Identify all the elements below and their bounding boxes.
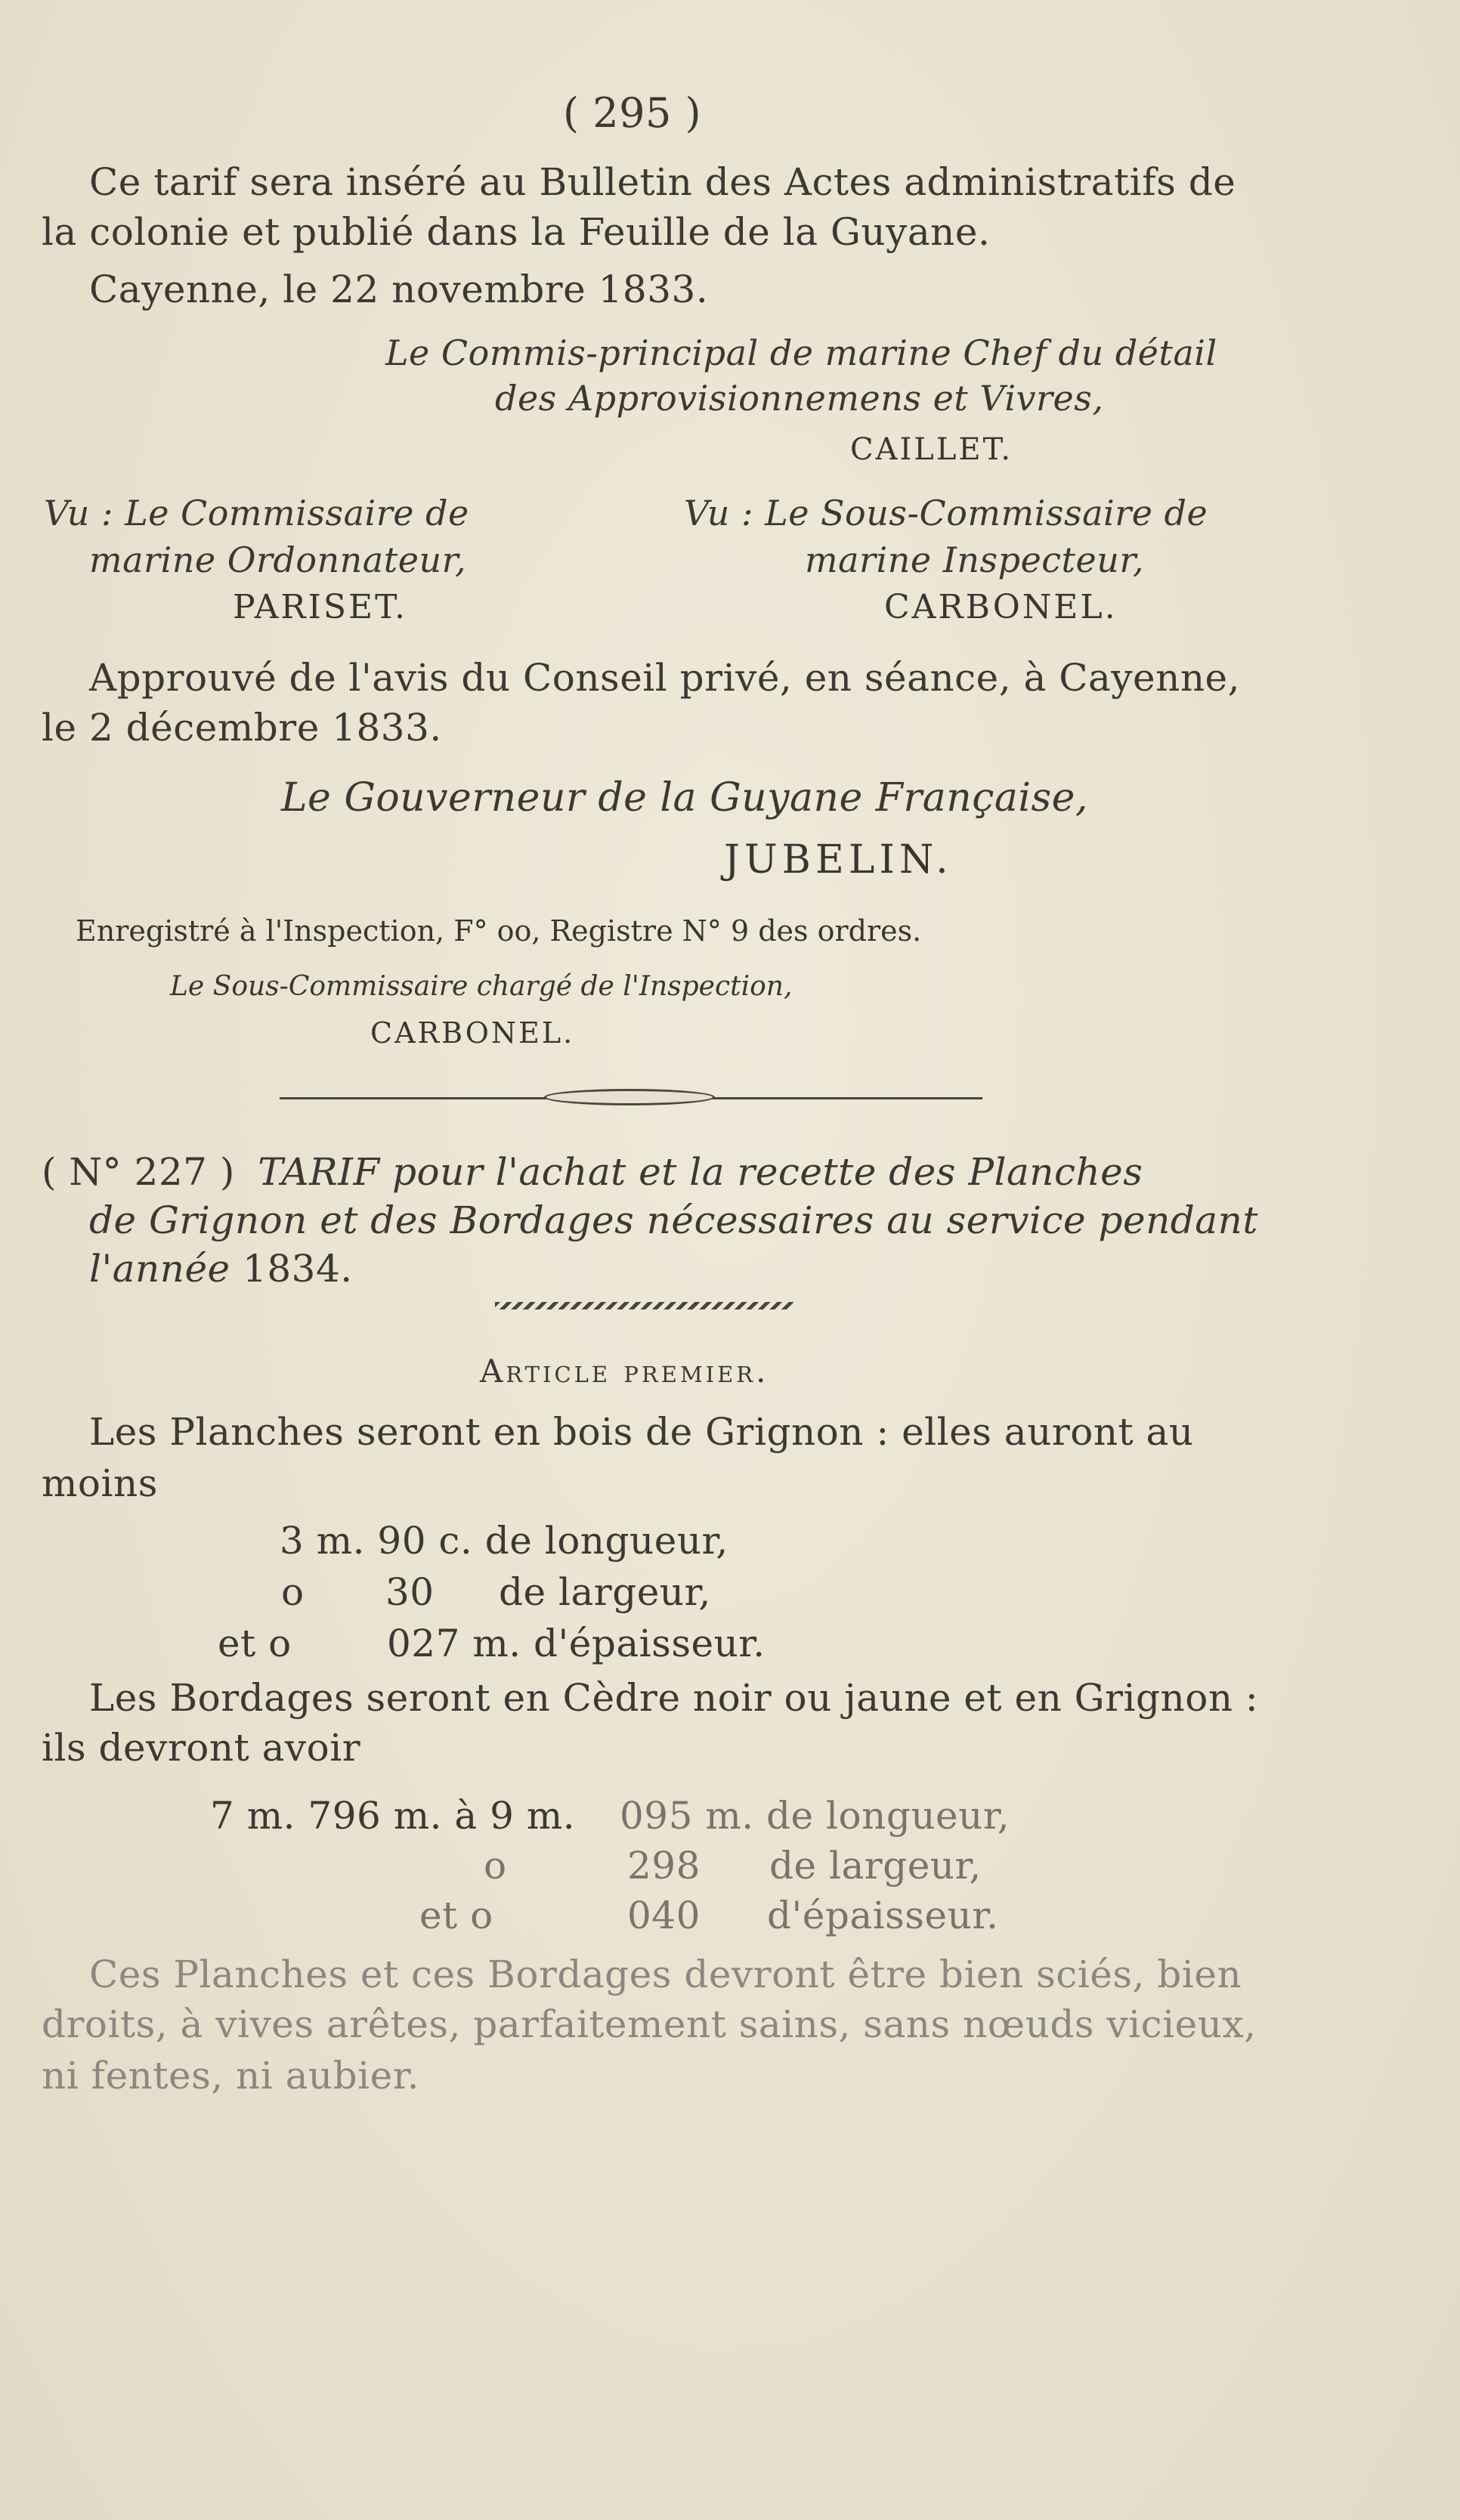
planches-width-zero: o <box>281 1570 305 1614</box>
planches-line-1: Les Planches seront en bois de Grignon : elles auront au <box>89 1410 1194 1454</box>
bordages-line-1: Les Bordages seront en Cèdre noir ou jaune et en Grignon : <box>89 1676 1259 1720</box>
pariset-signature: PARISET. <box>233 588 407 626</box>
vu-left-line-2: marine Ordonnateur, <box>89 540 467 580</box>
planches-line-2: moins <box>42 1461 158 1505</box>
bordages-thickness-label: d'épaisseur. <box>767 1894 999 1937</box>
closing-line-2: droits, à vives arêtes, parfaitement sains, sans nœuds vicieux, <box>42 2002 1257 2046</box>
approval-line-1: Approuvé de l'avis du Conseil privé, en séance, à Cayenne, <box>89 656 1241 700</box>
bordages-line-2: ils devront avoir <box>42 1726 361 1770</box>
wavy-ornament <box>495 1302 793 1309</box>
tarif-year: 1834. <box>243 1247 353 1291</box>
bordages-width-label: de largeur, <box>769 1844 982 1888</box>
dateline: Cayenne, le 22 novembre 1833. <box>89 267 709 311</box>
tarif-title-line-1: TARIF pour l'achat et la recette des Planches <box>258 1150 1143 1194</box>
closing-line-3: ni fentes, ni aubier. <box>42 2054 420 2098</box>
tarif-title-line-3: l'année <box>89 1247 230 1291</box>
intro-line-2: la colonie et publié dans la Feuille de la Guyane. <box>42 210 991 254</box>
caillet-title-line-2: des Approvisionnemens et Vivres, <box>495 378 1104 419</box>
vu-right-line-1: Vu : Le Sous-Commissaire de <box>684 493 1208 533</box>
carbonel-signature: CARBONEL. <box>884 588 1118 626</box>
bordages-thickness-zero: et o <box>419 1894 493 1937</box>
bordages-width-zero: o <box>484 1844 507 1888</box>
registration-line-2: Le Sous-Commissaire chargé de l'Inspection, <box>170 971 793 1002</box>
planches-length: 3 m. 90 c. de longueur, <box>280 1519 728 1563</box>
jubelin-signature: JUBELIN. <box>724 837 953 883</box>
bordages-width-value: 298 <box>627 1844 701 1888</box>
tarif-number: ( N° 227 ) <box>42 1150 235 1194</box>
registration-line-1: Enregistré à l'Inspection, F° oo, Registre N° 9 des ordres. <box>76 914 922 948</box>
intro-line-1: Ce tarif sera inséré au Bulletin des Actes administratifs de <box>89 160 1236 204</box>
caillet-title-line-1: Le Commis-principal de marine Chef du détail <box>385 332 1217 373</box>
page-number: ( 295 ) <box>563 89 702 137</box>
bordages-length-range: 7 m. 796 m. à 9 m. <box>210 1794 576 1838</box>
article-heading: Article premier. <box>480 1353 769 1390</box>
caillet-signature: CAILLET. <box>850 432 1013 467</box>
approval-line-2: le 2 décembre 1833. <box>42 706 442 750</box>
planches-thickness-zero: et o <box>218 1622 292 1665</box>
closing-line-1: Ces Planches et ces Bordages devront être bien sciés, bien <box>89 1953 1242 1996</box>
tarif-title-line-2: de Grignon et des Bordages nécessaires au service pendant <box>89 1198 1258 1242</box>
planches-width-value: 30 <box>385 1570 435 1614</box>
governor-title: Le Gouverneur de la Guyane Française, <box>281 775 1088 821</box>
bordages-length: 095 m. de longueur, <box>620 1794 1010 1838</box>
divider-ornament <box>544 1089 715 1105</box>
registration-signature: CARBONEL. <box>370 1016 575 1050</box>
planches-width-label: de largeur, <box>499 1570 711 1614</box>
planches-thickness: 027 m. d'épaisseur. <box>387 1622 766 1665</box>
vu-right-line-2: marine Inspecteur, <box>805 540 1144 580</box>
bordages-thickness-value: 040 <box>627 1894 701 1937</box>
vu-left-line-1: Vu : Le Commissaire de <box>44 493 469 533</box>
